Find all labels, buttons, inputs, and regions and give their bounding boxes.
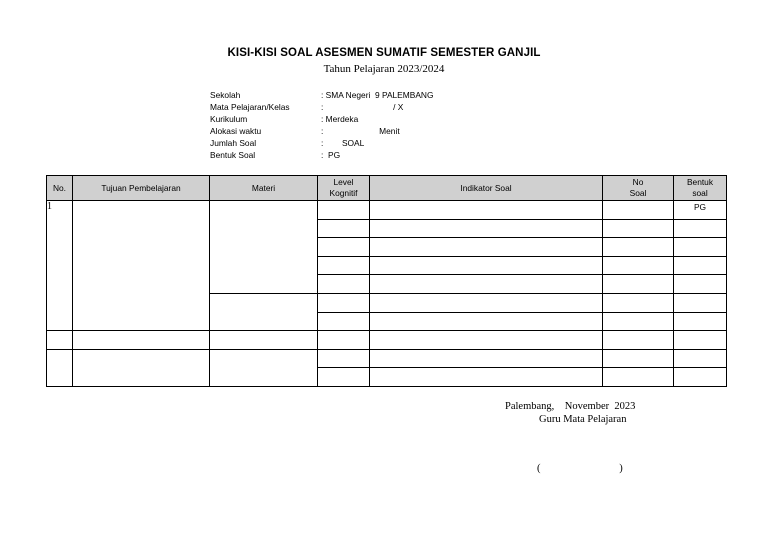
cell-no-soal <box>603 331 674 350</box>
cell-bentuk <box>674 312 727 331</box>
header-bentuk-soal <box>674 176 727 201</box>
info-value: : SOAL <box>321 138 365 148</box>
signature-role: Guru Mata Pelajaran <box>539 414 627 425</box>
cell-indikator <box>370 312 603 331</box>
info-label: Mata Pelajaran/Kelas <box>210 102 290 112</box>
cell-indikator <box>370 349 603 368</box>
header-materi: Materi <box>210 176 318 201</box>
cell-bentuk <box>674 331 727 350</box>
cell-indikator <box>370 238 603 257</box>
table-row <box>47 201 727 220</box>
cell-no-soal <box>603 219 674 238</box>
cell-level <box>318 368 370 387</box>
header-indikator: Indikator Soal <box>370 176 603 201</box>
info-label: Sekolah <box>210 90 241 100</box>
cell-bentuk <box>674 349 727 368</box>
cell-no <box>47 331 73 350</box>
header-level-kognitif <box>318 176 370 201</box>
info-label: Bentuk Soal <box>210 150 256 160</box>
cell-no-soal <box>603 349 674 368</box>
cell-indikator <box>370 256 603 275</box>
header-nosoal-line1: No <box>632 177 644 187</box>
info-label: Jumlah Soal <box>210 138 257 148</box>
document-title: KISI-KISI SOAL ASESMEN SUMATIF SEMESTER GANJIL <box>227 47 541 59</box>
signature-name: ( ) <box>537 463 623 474</box>
cell-level <box>318 256 370 275</box>
cell-bentuk <box>674 293 727 312</box>
cell-no-soal <box>603 368 674 387</box>
cell-no-soal <box>603 293 674 312</box>
header-tujuan: Tujuan Pembelajaran <box>73 176 210 201</box>
header-bentuk-line1: Bentuk <box>686 177 714 187</box>
info-value: : PG <box>321 150 341 160</box>
info-value: : / X <box>321 102 404 112</box>
table-header-row <box>47 176 727 201</box>
cell-no <box>47 349 73 386</box>
cell-level <box>318 312 370 331</box>
cell-bentuk <box>674 368 727 387</box>
cell-bentuk <box>674 275 727 294</box>
info-label: Kurikulum <box>210 114 248 124</box>
header-no: No. <box>47 176 73 201</box>
cell-level <box>318 238 370 257</box>
cell-no-soal <box>603 238 674 257</box>
cell-indikator <box>370 368 603 387</box>
info-value: : Merdeka <box>321 114 359 124</box>
cell-no-soal <box>603 201 674 220</box>
cell-bentuk <box>674 219 727 238</box>
document-subtitle: Tahun Pelajaran 2023/2024 <box>323 63 445 75</box>
header-level-line1: Level <box>333 177 354 187</box>
info-value: : Menit <box>321 126 400 136</box>
cell-level <box>318 275 370 294</box>
kisi-kisi-table <box>46 175 727 387</box>
cell-level <box>318 293 370 312</box>
cell-indikator <box>370 293 603 312</box>
cell-materi <box>210 349 318 386</box>
cell-no-soal <box>603 256 674 275</box>
signature-place-date: Palembang, November 2023 <box>505 401 636 412</box>
info-label: Alokasi waktu <box>210 126 262 136</box>
cell-level <box>318 201 370 220</box>
cell-bentuk: PG <box>674 201 727 220</box>
cell-materi <box>210 331 318 350</box>
cell-no-soal <box>603 312 674 331</box>
info-value: : SMA Negeri 9 PALEMBANG <box>321 90 434 100</box>
cell-bentuk <box>674 256 727 275</box>
cell-tujuan <box>73 201 210 331</box>
cell-no: 1 <box>47 201 73 331</box>
cell-materi <box>210 293 318 330</box>
cell-level <box>318 349 370 368</box>
cell-indikator <box>370 219 603 238</box>
header-nosoal-line2: Soal <box>629 188 647 198</box>
cell-indikator <box>370 331 603 350</box>
cell-materi <box>210 201 318 294</box>
cell-tujuan <box>73 349 210 386</box>
cell-indikator <box>370 201 603 220</box>
header-level-line2: Kognitif <box>329 188 358 198</box>
cell-level <box>318 331 370 350</box>
cell-tujuan <box>73 331 210 350</box>
cell-bentuk <box>674 238 727 257</box>
table-row <box>47 349 727 368</box>
table-row <box>47 331 727 350</box>
header-no-soal <box>603 176 674 201</box>
cell-indikator <box>370 275 603 294</box>
header-bentuk-line2: soal <box>692 188 708 198</box>
cell-level <box>318 219 370 238</box>
cell-no-soal <box>603 275 674 294</box>
